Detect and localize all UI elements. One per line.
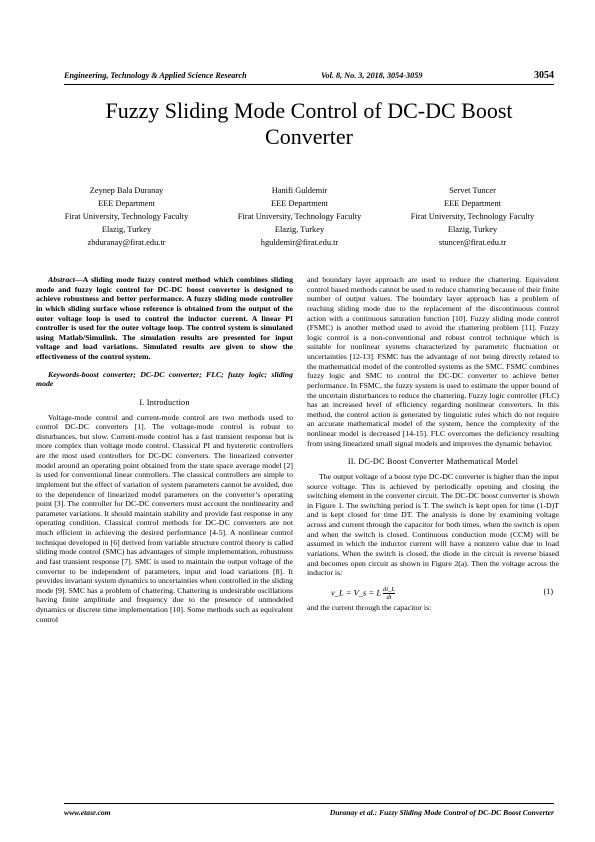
left-column [36, 275, 293, 624]
author-dept: EEE Department [444, 199, 501, 208]
footer-site: www.etasr.com [64, 808, 111, 817]
author-1 [40, 184, 213, 249]
body-paragraph: and the current through the capacitor is: [307, 602, 432, 612]
author-univ: Firat University, Technology Faculty [237, 212, 362, 221]
author-name: Servet Tuncer [449, 186, 496, 195]
body-paragraph: The output voltage of a boost type DC-DC converter is higher than the input source voltage. This is achieved by periodically opening and closing the switching element in the converter circuit. The DC-DC boost converter is shown in Figure 1. The switching period is T. The switch is kept open for time (1-D)T and is kept closed for time DT. The analysis is done by examining voltage across and current through the capacitor for both times, when the switch is open and when the switch is closed. Continuous conduction mode (CCM) will be assumed in which the inductor current will have a nonzero value due to load variations. When the switch is closed, the diode in the circuit is reverse biased and becomes open circuit as shown in Figure 2(a). Then the voltage across the inductor is: [307, 471, 559, 578]
equation-expression [331, 586, 395, 601]
footer-citation: Duranay et al.: Fuzzy Sliding Mode Control of DC-DC Boost Converter [329, 808, 554, 817]
author-email: zbduranay@firat.edu.tr [87, 238, 166, 247]
equation-lhs: v_L = V_s = L [331, 587, 382, 598]
author-2 [213, 184, 386, 249]
abstract [36, 275, 293, 362]
section-heading-introduction: I. Introduction [139, 397, 190, 407]
author-email: stuncer@firat.edu.tr [438, 238, 507, 247]
equation-fraction [383, 586, 395, 601]
author-name: Zeynep Bala Duranay [89, 186, 164, 195]
author-name: Hanifi Guldemir [271, 186, 328, 195]
author-city: Elazig, Turkey [274, 225, 325, 234]
abstract-label: Abstract [48, 275, 75, 284]
author-3 [386, 184, 559, 249]
author-dept: EEE Department [271, 199, 328, 208]
footer-rule [64, 803, 554, 804]
right-column [307, 275, 559, 612]
abstract-text: —A sliding mode fuzzy control method which combines sliding mode and fuzzy logic control for DC-DC boost converter is designed to achieve robustness and better performance. A fuzzy sliding mode controller in which sliding surface whose reference is obtained from the output of the outer voltage loop is used to control the inductor current. A linear PI controller is used for the outer voltage loop. The control system is simulated using Matlab/Simulink. The simulation results are presented for input voltage and load variations. Simulated results are given to show the effectiveness of the control system. [36, 275, 293, 361]
equation-1 [307, 584, 559, 600]
intro-paragraph: Voltage-mode control and current-mode control are two methods used to control DC-DC converters [1]. The voltage-mode control is robust to disturbances, but slow. Current-mode control has a fast transient response but is more complex than voltage mode control. Classical PI and hysteretic controllers are the most used controllers for DC-DC converters. The linearized converter model around an operating point obtained from the state space average model [2] is used for conventional linear controllers. The classical controllers are simple to implement but the effect of variation of system parameters cannot be avoided, due to the dependence of linearized model parameters on the converter’s operating point [3]. The controller for DC-DC converters must account the nonlinearity and parameter variations. It should maintain stability and provide fast response in any operating condition. Classical control methods for DC-DC converters are not much efficient in achieving the desired performance [4-5]. A nonlinear control technique developed in [6] derived from variable structure control theory is called sliding mode control (SMC) has advantages of simple implementation, robustness and fast transient response [7]. SMC is used to maintain the output voltage of the converter to be independent of parameters, input and load variations [8]. It provides invariant system dynamics to uncertainties when controlled in the sliding mode [9]. SMC has a problem of chattering. Chattering is undesirable oscillations having finite amplitude and frequency due to the presence of unmodeled dynamics or discrete time implementation [10]. Some methods such as equivalent control [36, 412, 293, 624]
author-email: hguldemir@firat.edu.tr [260, 238, 339, 247]
equation-number: (1) [543, 586, 553, 596]
paper-title [64, 98, 554, 150]
author-city: Elazig, Turkey [447, 225, 498, 234]
section-heading-model: II. DC-DC Boost Converter Mathematical Model [347, 457, 519, 467]
header-rule [64, 84, 554, 85]
keywords: Keywords-boost converter; DC-DC converter; FLC; fuzzy logic; sliding mode [36, 369, 293, 389]
fraction-numerator: di_L [383, 585, 395, 593]
page-number: 3054 [534, 70, 554, 81]
author-city: Elazig, Turkey [101, 225, 152, 234]
author-univ: Firat University, Technology Faculty [410, 212, 535, 221]
journal-name: Engineering, Technology & Applied Science Research [64, 71, 247, 80]
author-dept: EEE Department [98, 199, 155, 208]
body-paragraph: and boundary layer approach are used to reduce the chattering. Equivalent control based methods cannot be used to reduce chattering because of their finite number of output values. The boundary layer approach has a problem of reaching sliding mode due to the replacement of the discontinuous control action with a continuous saturation function [10]. Fuzzy sliding mode control (FSMC) is another method used to avoid the chattering problem [11]. Fuzzy logic control is a non-conventional and robust control technique which is suitable for nonlinear systems characterized by parametric fluctuation or uncertainties [12-13]. FSMC has the advantage of not being directly related to the mathematical model of the controlled systems as the SMC. FSMC combines fuzzy logic and SMC to control the DC-DC converter to achieve better performance. In FSMC, the fuzzy system is used to estimate the upper bound of the uncertain disturbances to reduce the chattering. Fuzzy logic controller (FLC) has an increased level of efficiency regarding nonlinear converters. In this method, the control action is generated by linguistic rules which do not require an accurate mathematical model of the system, hence the complexity of the nonlinear model is decreased [14-15]. FLC overcomes the deficiency resulting from using linearized small signal models and improves the dynamic behavior. [307, 275, 560, 448]
volume-info: Vol. 8, No. 3, 2018, 3054-3059 [321, 71, 423, 80]
running-header [64, 71, 554, 85]
title-line-2: Converter [265, 124, 353, 149]
title-line-1: Fuzzy Sliding Mode Control of DC-DC Boost [105, 98, 513, 123]
fraction-denominator: dt [386, 593, 392, 601]
author-univ: Firat University, Technology Faculty [64, 212, 189, 221]
